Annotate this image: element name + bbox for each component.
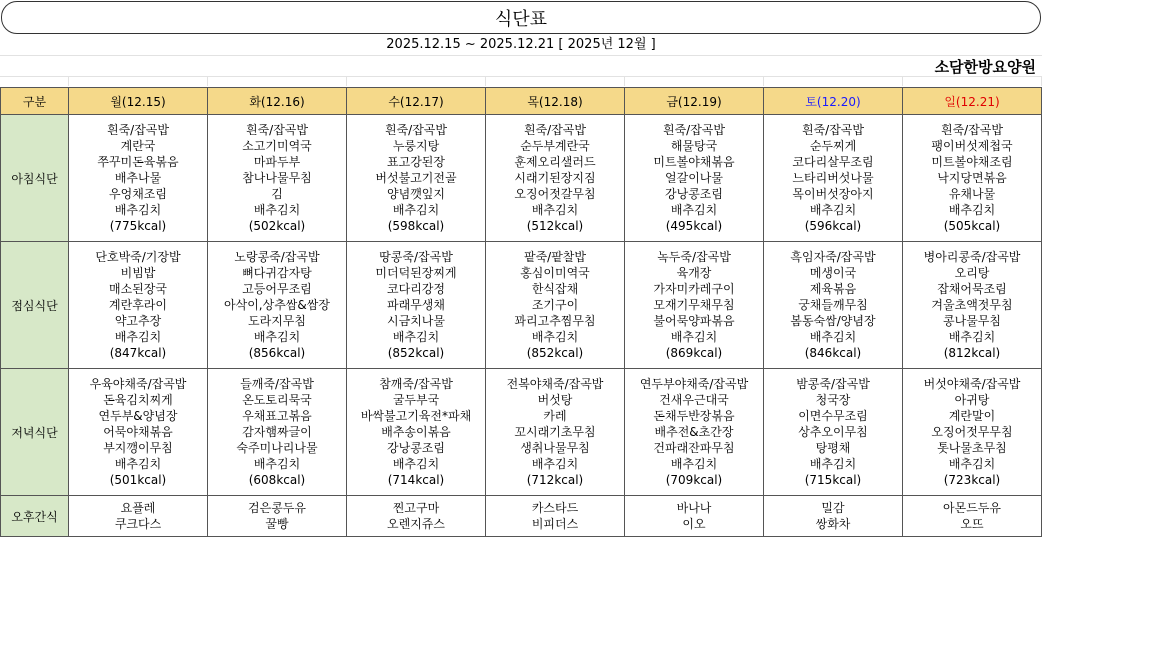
header-day-sat: 토(12.20) bbox=[764, 88, 903, 115]
menu-item: 버섯불고기전골 bbox=[375, 171, 457, 185]
menu-item: 우엉채조림 bbox=[109, 187, 167, 201]
menu-item: 참나나물무침 bbox=[242, 171, 312, 185]
menu-item: 낙지당면볶음 bbox=[937, 171, 1007, 185]
menu-item: 메생이국 bbox=[809, 266, 857, 280]
menu-item: 배추김치 bbox=[114, 457, 162, 471]
menu-item: 버섯야채죽/잡곡밥 bbox=[923, 377, 1021, 391]
menu-item: 탕평채 bbox=[815, 441, 851, 455]
menu-item: 목이버섯장아지 bbox=[792, 187, 874, 201]
menu-item: (856kcal) bbox=[248, 346, 306, 360]
menu-item: 생취나물무침 bbox=[520, 441, 590, 455]
menu-item: 잡채어묵조림 bbox=[937, 282, 1007, 296]
menu-item: (501kcal) bbox=[109, 473, 167, 487]
menu-item: 순두찌게 bbox=[809, 139, 857, 153]
menu-item: 가자미카레구이 bbox=[653, 282, 735, 296]
menu-item: 병아리콩죽/잡곡밥 bbox=[923, 250, 1021, 264]
menu-item: 미트볼야채조림 bbox=[931, 155, 1013, 169]
menu-item: 배추김치 bbox=[531, 203, 579, 217]
menu-item: 배추김치 bbox=[670, 330, 718, 344]
menu-item: 배추김치 bbox=[253, 457, 301, 471]
menu-item: 흑임자죽/잡곡밥 bbox=[790, 250, 876, 264]
menu-item: 배추김치 bbox=[253, 203, 301, 217]
menu-item: 돈육김치찌게 bbox=[103, 393, 173, 407]
menu-item: 전복야채죽/잡곡밥 bbox=[506, 377, 604, 391]
menu-item: (852kcal) bbox=[387, 346, 445, 360]
menu-item: 궁채들깨무침 bbox=[798, 298, 868, 312]
table-row bbox=[1, 115, 1042, 242]
menu-cell bbox=[625, 369, 764, 496]
menu-item: 팥죽/팥찰밥 bbox=[523, 250, 586, 264]
menu-cell bbox=[625, 242, 764, 369]
menu-item: 단호박죽/기장밥 bbox=[95, 250, 181, 264]
menu-item: 고등어무조림 bbox=[242, 282, 312, 296]
menu-item: 배추김치 bbox=[392, 330, 440, 344]
menu-item: 겨울초액젓무침 bbox=[931, 298, 1013, 312]
menu-cell bbox=[347, 115, 486, 242]
menu-item: 배추김치 bbox=[948, 203, 996, 217]
menu-item: 뼈다귀감자탕 bbox=[242, 266, 312, 280]
menu-item: 쌍화차 bbox=[815, 517, 851, 531]
menu-cell bbox=[486, 496, 625, 537]
menu-item: 꿀빵 bbox=[265, 517, 289, 531]
menu-item: 불어묵양파볶음 bbox=[653, 314, 735, 328]
menu-item: 감자햄짜글이 bbox=[242, 425, 312, 439]
menu-item: 오렌지쥬스 bbox=[387, 517, 445, 531]
menu-item: 오리탕 bbox=[954, 266, 990, 280]
menu-item: 계란후라이 bbox=[109, 298, 167, 312]
menu-item: (847kcal) bbox=[109, 346, 167, 360]
menu-item: 아삭이,상추쌈&쌈장 bbox=[224, 298, 330, 312]
menu-item: 꽈리고추찜무침 bbox=[514, 314, 596, 328]
menu-item: 꼬시래기초무침 bbox=[514, 425, 596, 439]
menu-item: 흰죽/잡곡밥 bbox=[801, 123, 864, 137]
menu-cell bbox=[764, 242, 903, 369]
menu-cell bbox=[764, 496, 903, 537]
menu-cell bbox=[347, 242, 486, 369]
menu-item: 배추김치 bbox=[114, 330, 162, 344]
menu-cell bbox=[903, 369, 1042, 496]
menu-item: (598kcal) bbox=[387, 219, 445, 233]
date-range: 2025.12.15 ~ 2025.12.21 [ 2025년 12월 ] bbox=[0, 35, 1042, 56]
menu-item: 팽이버섯제첩국 bbox=[931, 139, 1013, 153]
menu-item: 참깨죽/잡곡밥 bbox=[379, 377, 453, 391]
menu-item: 코다리살무조림 bbox=[792, 155, 874, 169]
menu-item: 코다리강정 bbox=[387, 282, 445, 296]
menu-item: (846kcal) bbox=[804, 346, 862, 360]
menu-cell bbox=[69, 242, 208, 369]
menu-item: (852kcal) bbox=[526, 346, 584, 360]
menu-item: 계란국 bbox=[120, 139, 156, 153]
menu-item: 연두부야채죽/잡곡밥 bbox=[639, 377, 749, 391]
menu-item: (502kcal) bbox=[248, 219, 306, 233]
menu-item: 밤콩죽/잡곡밥 bbox=[796, 377, 870, 391]
menu-item: 양념깻잎지 bbox=[387, 187, 445, 201]
menu-item: (775kcal) bbox=[109, 219, 167, 233]
menu-item: 시래기된장지짐 bbox=[514, 171, 596, 185]
menu-item: 훈제오리샐러드 bbox=[514, 155, 596, 169]
menu-item: 배추나물 bbox=[114, 171, 162, 185]
menu-item: 노랑콩죽/잡곡밥 bbox=[234, 250, 320, 264]
header-label: 구분 bbox=[1, 88, 69, 115]
menu-item: 홍심이미역국 bbox=[520, 266, 590, 280]
menu-item: 어묵야채볶음 bbox=[103, 425, 173, 439]
menu-item: 소고기미역국 bbox=[242, 139, 312, 153]
menu-item: 바나나 bbox=[676, 501, 712, 515]
menu-item: 배추김치 bbox=[392, 203, 440, 217]
menu-cell bbox=[69, 496, 208, 537]
menu-item: 표고강된장 bbox=[387, 155, 445, 169]
menu-item: 비빔밥 bbox=[120, 266, 156, 280]
menu-item: 유채나물 bbox=[948, 187, 996, 201]
menu-item: 매소된장국 bbox=[109, 282, 167, 296]
menu-cell bbox=[208, 496, 347, 537]
menu-item: 흰죽/잡곡밥 bbox=[384, 123, 447, 137]
menu-item: 흰죽/잡곡밥 bbox=[523, 123, 586, 137]
menu-item: 해물탕국 bbox=[670, 139, 718, 153]
menu-item: 느타리버섯나물 bbox=[792, 171, 874, 185]
menu-item: 봄동숙쌈/양념장 bbox=[790, 314, 876, 328]
menu-item: 배추김치 bbox=[670, 203, 718, 217]
menu-cell bbox=[903, 496, 1042, 537]
menu-cell bbox=[486, 242, 625, 369]
menu-item: 콩나물무침 bbox=[943, 314, 1001, 328]
menu-cell bbox=[764, 369, 903, 496]
header-day-wed: 수(12.17) bbox=[347, 88, 486, 115]
table-row bbox=[1, 242, 1042, 369]
menu-item: 상추오이무침 bbox=[798, 425, 868, 439]
menu-cell bbox=[764, 115, 903, 242]
menu-item: 검은콩두유 bbox=[248, 501, 306, 515]
menu-item: 배추김치 bbox=[809, 203, 857, 217]
menu-item: (505kcal) bbox=[943, 219, 1001, 233]
menu-item: 배추김치 bbox=[809, 457, 857, 471]
menu-cell bbox=[347, 369, 486, 496]
menu-item: 배추전&초간장 bbox=[654, 425, 734, 439]
menu-item: 건파래잔파무침 bbox=[653, 441, 735, 455]
row-label-breakfast: 아침식단 bbox=[1, 115, 69, 242]
menu-item: 흰죽/잡곡밥 bbox=[940, 123, 1003, 137]
page-title: 식단표 bbox=[1, 1, 1041, 34]
menu-item: 아몬드두유 bbox=[943, 501, 1001, 515]
menu-item: 오뜨 bbox=[960, 517, 984, 531]
menu-item: 배추김치 bbox=[392, 457, 440, 471]
organization-row bbox=[0, 56, 1042, 77]
menu-cell bbox=[625, 496, 764, 537]
menu-cell bbox=[486, 115, 625, 242]
menu-item: 밀감 bbox=[821, 501, 845, 515]
menu-item: 쿠크다스 bbox=[114, 517, 162, 531]
menu-item: 배추송이볶음 bbox=[381, 425, 451, 439]
menu-item: 바싹불고기육전*파채 bbox=[360, 409, 472, 423]
menu-item: (715kcal) bbox=[804, 473, 862, 487]
menu-item: 약고추장 bbox=[114, 314, 162, 328]
menu-item: 돈채두반장볶음 bbox=[653, 409, 735, 423]
menu-item: 우육야채죽/잡곡밥 bbox=[89, 377, 187, 391]
menu-item: 숙주미나리나물 bbox=[236, 441, 318, 455]
menu-item: 찐고구마 bbox=[392, 501, 440, 515]
menu-item: (723kcal) bbox=[943, 473, 1001, 487]
menu-item: 흰죽/잡곡밥 bbox=[106, 123, 169, 137]
menu-item: 흰죽/잡곡밥 bbox=[662, 123, 725, 137]
header-day-fri: 금(12.19) bbox=[625, 88, 764, 115]
menu-item: 순두부계란국 bbox=[520, 139, 590, 153]
menu-item: 굴두부국 bbox=[392, 393, 440, 407]
menu-item: 청국장 bbox=[815, 393, 851, 407]
menu-item: 톳나물초무침 bbox=[937, 441, 1007, 455]
menu-item: 카레 bbox=[543, 409, 567, 423]
menu-item: 시금치나물 bbox=[387, 314, 445, 328]
menu-item: 땅콩죽/잡곡밥 bbox=[379, 250, 453, 264]
table-row bbox=[1, 496, 1042, 537]
menu-item: 육개장 bbox=[676, 266, 712, 280]
menu-item: 비피더스 bbox=[531, 517, 579, 531]
menu-item: 연두부&양념장 bbox=[98, 409, 178, 423]
menu-item: (812kcal) bbox=[943, 346, 1001, 360]
menu-item: 미트볼야채볶음 bbox=[653, 155, 735, 169]
menu-item: 부지깽이무침 bbox=[103, 441, 173, 455]
header-day-mon: 월(12.15) bbox=[69, 88, 208, 115]
menu-item: (596kcal) bbox=[804, 219, 862, 233]
menu-item: 조기구이 bbox=[531, 298, 579, 312]
menu-item: 들깨죽/잡곡밥 bbox=[240, 377, 314, 391]
header-day-tue: 화(12.16) bbox=[208, 88, 347, 115]
table-header-row bbox=[1, 88, 1042, 115]
header-day-thu: 목(12.18) bbox=[486, 88, 625, 115]
menu-item: 배추김치 bbox=[531, 457, 579, 471]
menu-item: 도라지무침 bbox=[248, 314, 306, 328]
menu-cell bbox=[208, 369, 347, 496]
menu-item: 쭈꾸미돈육볶음 bbox=[97, 155, 179, 169]
menu-cell bbox=[903, 242, 1042, 369]
menu-item: 배추김치 bbox=[809, 330, 857, 344]
meal-table bbox=[0, 87, 1042, 537]
menu-item: 온도토리묵국 bbox=[242, 393, 312, 407]
menu-item: 배추김치 bbox=[948, 330, 996, 344]
row-label-snack: 오후간식 bbox=[1, 496, 69, 537]
menu-item: 강낭콩조림 bbox=[665, 187, 723, 201]
menu-item: 이면수무조림 bbox=[798, 409, 868, 423]
menu-item: 오징어젓무무침 bbox=[931, 425, 1013, 439]
menu-item: 요플레 bbox=[120, 501, 156, 515]
menu-item: 오징어젓갈무침 bbox=[514, 187, 596, 201]
menu-cell bbox=[69, 369, 208, 496]
menu-item: (869kcal) bbox=[665, 346, 723, 360]
menu-cell bbox=[347, 496, 486, 537]
menu-item: 녹두죽/잡곡밥 bbox=[657, 250, 731, 264]
organization-name: 소담한방요양원 bbox=[934, 58, 1036, 76]
row-label-lunch: 점심식단 bbox=[1, 242, 69, 369]
table-row bbox=[1, 369, 1042, 496]
menu-item: 모재기무채무침 bbox=[653, 298, 735, 312]
menu-item: 우채표고볶음 bbox=[242, 409, 312, 423]
menu-item: 이오 bbox=[682, 517, 706, 531]
menu-item: (709kcal) bbox=[665, 473, 723, 487]
menu-item: (712kcal) bbox=[526, 473, 584, 487]
menu-item: 배추김치 bbox=[114, 203, 162, 217]
menu-item: 강낭콩조림 bbox=[387, 441, 445, 455]
menu-item: (714kcal) bbox=[387, 473, 445, 487]
menu-item: (495kcal) bbox=[665, 219, 723, 233]
menu-cell bbox=[625, 115, 764, 242]
menu-cell bbox=[208, 242, 347, 369]
header-day-sun: 일(12.21) bbox=[903, 88, 1042, 115]
menu-cell bbox=[903, 115, 1042, 242]
menu-item: 배추김치 bbox=[948, 457, 996, 471]
menu-item: 얼갈이나물 bbox=[665, 171, 723, 185]
spacer-row bbox=[0, 76, 1042, 86]
menu-item: 버섯탕 bbox=[537, 393, 573, 407]
row-label-dinner: 저녁식단 bbox=[1, 369, 69, 496]
menu-cell bbox=[208, 115, 347, 242]
menu-item: 건새우근대국 bbox=[659, 393, 729, 407]
menu-item: 마파두부 bbox=[253, 155, 301, 169]
menu-item: 아귀탕 bbox=[954, 393, 990, 407]
menu-item: 흰죽/잡곡밥 bbox=[245, 123, 308, 137]
menu-cell bbox=[69, 115, 208, 242]
menu-item: 계란말이 bbox=[948, 409, 996, 423]
menu-item: (512kcal) bbox=[526, 219, 584, 233]
menu-item: 누룽지탕 bbox=[392, 139, 440, 153]
menu-item: 배추김치 bbox=[253, 330, 301, 344]
menu-item: (608kcal) bbox=[248, 473, 306, 487]
menu-item: 김 bbox=[271, 187, 283, 201]
menu-item: 배추김치 bbox=[670, 457, 718, 471]
menu-item: 카스타드 bbox=[531, 501, 579, 515]
menu-item: 배추김치 bbox=[531, 330, 579, 344]
menu-item: 미더덕된장찌게 bbox=[375, 266, 457, 280]
menu-item: 한식잡채 bbox=[531, 282, 579, 296]
menu-item: 제육볶음 bbox=[809, 282, 857, 296]
menu-item: 파래무생채 bbox=[387, 298, 445, 312]
menu-cell bbox=[486, 369, 625, 496]
